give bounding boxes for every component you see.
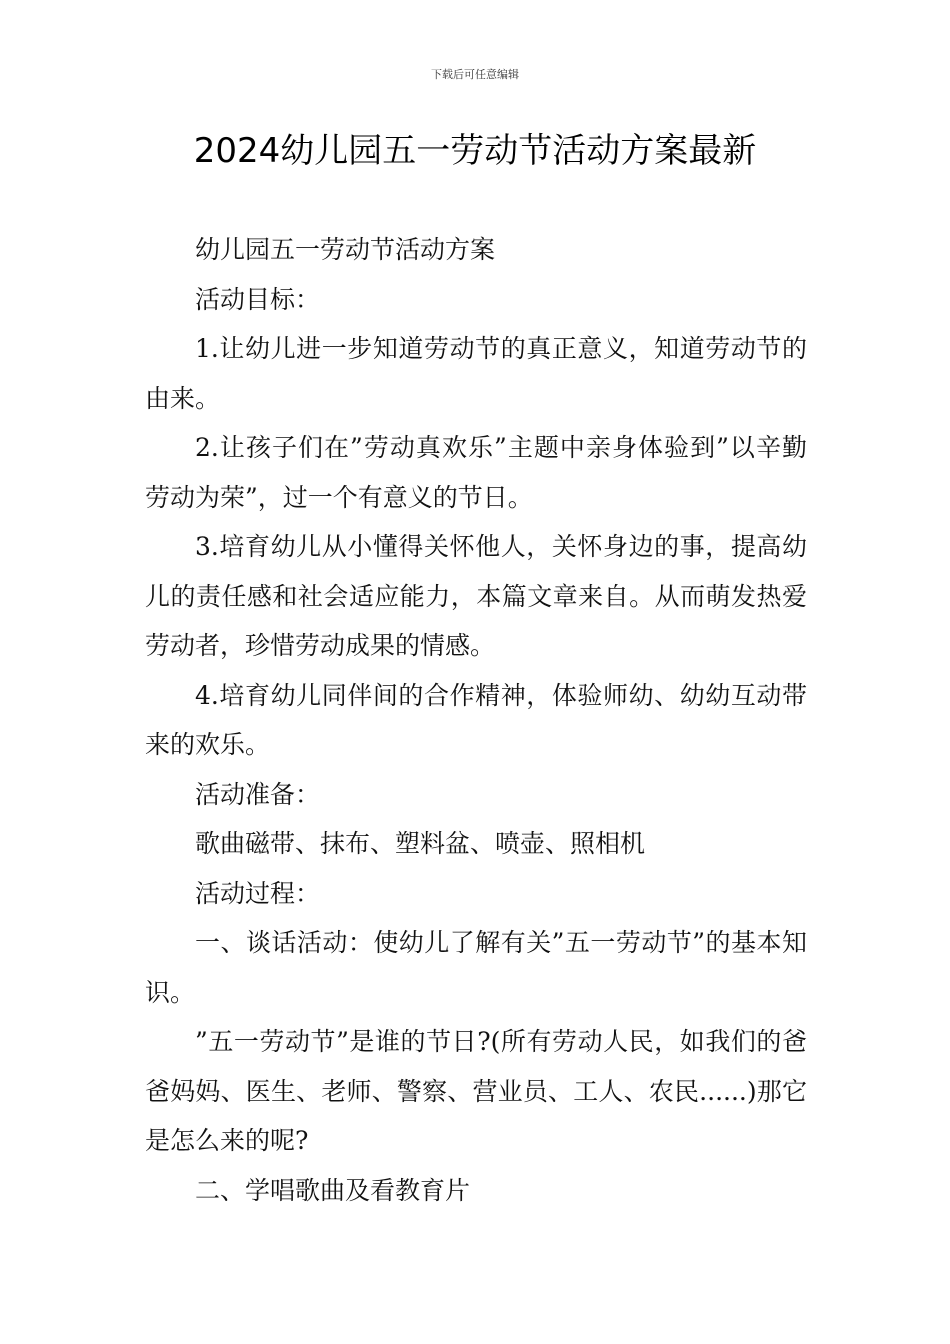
- paragraph-process-heading: 活动过程：: [195, 878, 321, 908]
- paragraph-goal-3: 3.培育幼儿从小懂得关怀他人，关怀身边的事，提高幼儿的责任感和社会适应能力，本篇文章来自。从而萌发热爱劳动者，珍惜劳动成果的情感。: [145, 532, 807, 660]
- paragraph-step-1: 一、谈话活动：使幼儿了解有关”五一劳动节”的基本知识。: [145, 928, 807, 1007]
- paragraph-step-1-question: ”五一劳动节”是谁的节日?(所有劳动人民，如我们的爸爸妈妈、医生、老师、警察、营业员、工人、农民......)那它是怎么来的呢?: [145, 1027, 807, 1155]
- paragraph-preparation-heading: 活动准备：: [195, 779, 321, 809]
- document-title: 2024幼儿园五一劳动节活动方案最新: [193, 131, 757, 171]
- paragraph-subtitle: 幼儿园五一劳动节活动方案: [195, 235, 496, 264]
- document-body: [145, 225, 807, 1215]
- paragraph-goals-heading: 活动目标：: [195, 284, 321, 314]
- paragraph-goal-1: 1.让幼儿进一步知道劳动节的真正意义，知道劳动节的由来。: [145, 334, 807, 413]
- paragraph-step-2: 二、学唱歌曲及看教育片: [195, 1175, 471, 1205]
- header-note: 下载后可任意编辑: [431, 68, 519, 81]
- paragraph-goal-4: 4.培育幼儿同伴间的合作精神，体验师幼、幼幼互动带来的欢乐。: [145, 680, 807, 759]
- paragraph-materials: 歌曲磁带、抹布、塑料盆、喷壶、照相机: [195, 829, 646, 858]
- paragraph-goal-2: 2.让孩子们在”劳动真欢乐”主题中亲身体验到”以辛勤劳动为荣”，过一个有意义的节日。: [145, 433, 807, 512]
